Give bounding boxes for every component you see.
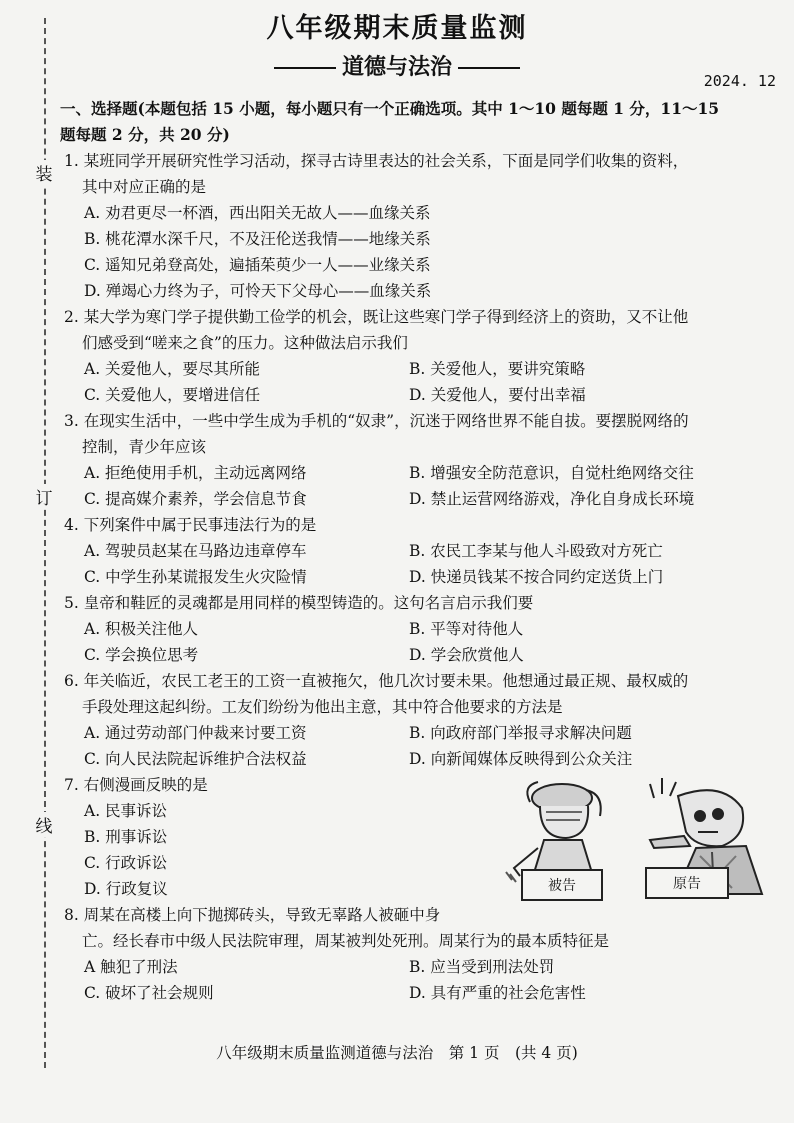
q6-option-d: D. 向新闻媒体反映得到公众关注 — [409, 750, 633, 768]
q2-option-c: C. 关爱他人，要增进信任 — [84, 386, 261, 404]
page-footer: 八年级期末质量监测道德与法治 第 1 页 (共 4 页) — [216, 1044, 578, 1062]
q7-stem-line1: 7. 右侧漫画反映的是 — [64, 776, 208, 794]
q7-option-b: B. 刑事诉讼 — [84, 828, 168, 846]
defendant-sign-label: 被告 — [548, 878, 576, 894]
q2-option-a: A. 关爱他人，要尽其所能 — [84, 360, 261, 378]
q5-option-a: A. 积极关注他人 — [84, 620, 199, 638]
q6-option-c: C. 向人民法院起诉维护合法权益 — [84, 750, 307, 768]
lawsuit-cartoon — [500, 776, 780, 904]
q3-options-row2 — [64, 486, 774, 512]
q5-option-b: B. 平等对待他人 — [409, 620, 524, 638]
subtitle-dash-left — [274, 67, 336, 69]
binding-char-zhuang: 装 — [30, 160, 58, 185]
q7-option-d: D. 行政复议 — [84, 880, 168, 898]
q3-option-c: C. 提高媒介素养，学会信息节食 — [84, 490, 307, 508]
subtitle-dash-right — [458, 67, 520, 69]
q2-options-row1 — [64, 356, 774, 382]
q5-option-c: C. 学会换位思考 — [84, 646, 199, 664]
q1-stem-line1: 1. 某班同学开展研究性学习活动，探寻古诗里表达的社会关系，下面是同学们收集的资料， — [64, 152, 689, 170]
page-title: 八年级期末质量监测 — [266, 13, 528, 44]
q7-option-a: A. 民事诉讼 — [84, 802, 168, 820]
q3-options-row1 — [64, 460, 774, 486]
q8-options-row2 — [64, 980, 774, 1006]
q8-stem-line2: 亡。经长春市中级人民法院审理，周某被判处死刑。周某行为的最本质特征是 — [82, 932, 610, 950]
q4-stem-line1: 4. 下列案件中属于民事违法行为的是 — [64, 516, 317, 534]
q3-option-b: B. 增强安全防范意识，自觉杜绝网络交往 — [409, 464, 694, 482]
q8-options-row1 — [64, 954, 774, 980]
q4-options-row1 — [64, 538, 774, 564]
binding-char-ding: 订 — [30, 484, 58, 509]
q2-stem-line2: 们感受到“嗟来之食”的压力。这种做法启示我们 — [82, 334, 408, 352]
q3-stem-line1: 3. 在现实生活中，一些中学生成为手机的“奴隶”，沉迷于网络世界不能自拔。要摆脱网络的 — [64, 412, 689, 430]
q1-stem-line2: 其中对应正确的是 — [82, 178, 207, 196]
question-area — [60, 96, 774, 1006]
q6-stem-line2: 手段处理这起纠纷。工友们纷纷为他出主意，其中符合他要求的方法是 — [82, 698, 563, 716]
q8-option-b: B. 应当受到刑法处罚 — [409, 958, 555, 976]
q6-option-a: A. 通过劳动部门仲裁来讨要工资 — [84, 724, 307, 742]
section-heading-line2: 题每题 2 分，共 20 分) — [60, 125, 230, 144]
q3-option-a: A. 拒绝使用手机，主动远离网络 — [84, 464, 307, 482]
exam-date: 2024. 1​2 — [703, 72, 776, 90]
q4-option-d: D. 快递员钱某不按合同约定送货上门 — [409, 568, 664, 586]
q6-option-b: B. 向政府部门举报寻求解决问题 — [409, 724, 632, 742]
plaintiff-sign-label: 原告 — [673, 876, 701, 892]
subtitle-text: 道德与法治 — [341, 54, 452, 80]
q1-option-b: B. 桃花潭水深千尺，不及汪伦送我情——地缘关系 — [84, 230, 431, 248]
q7-block — [64, 772, 774, 928]
q1-option-a: A. 劝君更尽一杯酒，西出阳关无故人——血缘关系 — [84, 204, 431, 222]
q2-stem-line1: 2. 某大学为寒门学子提供勤工俭学的机会，既让这些寒门学子得到经济上的资助，又不让他 — [64, 308, 689, 326]
q5-options-row1 — [64, 616, 774, 642]
q6-options-row1 — [64, 720, 774, 746]
q5-option-d: D. 学会欣赏他人 — [409, 646, 524, 664]
q8-option-d: D. 具有严重的社会危害性 — [409, 984, 586, 1002]
q1-option-c: C. 遥知兄弟登高处，遍插茱萸少一人——业缘关系 — [84, 256, 431, 274]
section-heading-line1: 一、选择题(本题包括 15 小题，每小题只有一个正确选项。其中 1～10 题每题 1 分，11～15 — [60, 99, 720, 118]
q6-options-row2 — [64, 746, 774, 772]
q5-options-row2 — [64, 642, 774, 668]
q4-options-row2 — [64, 564, 774, 590]
binding-char-xian: 线 — [30, 812, 58, 837]
q4-option-c: C. 中学生孙某谎报发生火灾险情 — [84, 568, 307, 586]
q5-stem-line1: 5. 皇帝和鞋匠的灵魂都是用同样的模型铸造的。这句名言启示我们要 — [64, 594, 534, 612]
q1-option-d: D. 殚竭心力终为子，可怜天下父母心——血缘关系 — [84, 282, 432, 300]
q3-option-d: D. 禁止运营网络游戏，净化自身成长环境 — [409, 490, 695, 508]
page-subtitle — [0, 50, 794, 81]
q8-option-a: A 触犯了刑法 — [84, 958, 178, 976]
q3-stem-line2: 控制，青少年应该 — [82, 438, 207, 456]
q8-stem-line1: 8. 周某在高楼上向下抛掷砖头，导致无辜路人被砸中身 — [64, 906, 441, 924]
q4-option-b: B. 农民工李某与他人斗殴致对方死亡 — [409, 542, 663, 560]
q7-option-c: C. 行政诉讼 — [84, 854, 168, 872]
q6-stem-line1: 6. 年关临近，农民工老王的工资一直被拖欠，他几次讨要未果。他想通过最正规、最权威的 — [64, 672, 689, 690]
q8-option-c: C. 破坏了社会规则 — [84, 984, 214, 1002]
q2-option-b: B. 关爱他人，要讲究策略 — [409, 360, 586, 378]
q2-options-row2 — [64, 382, 774, 408]
q4-option-a: A. 驾驶员赵某在马路边违章停车 — [84, 542, 307, 560]
q2-option-d: D. 关爱他人，要付出幸福 — [409, 386, 586, 404]
